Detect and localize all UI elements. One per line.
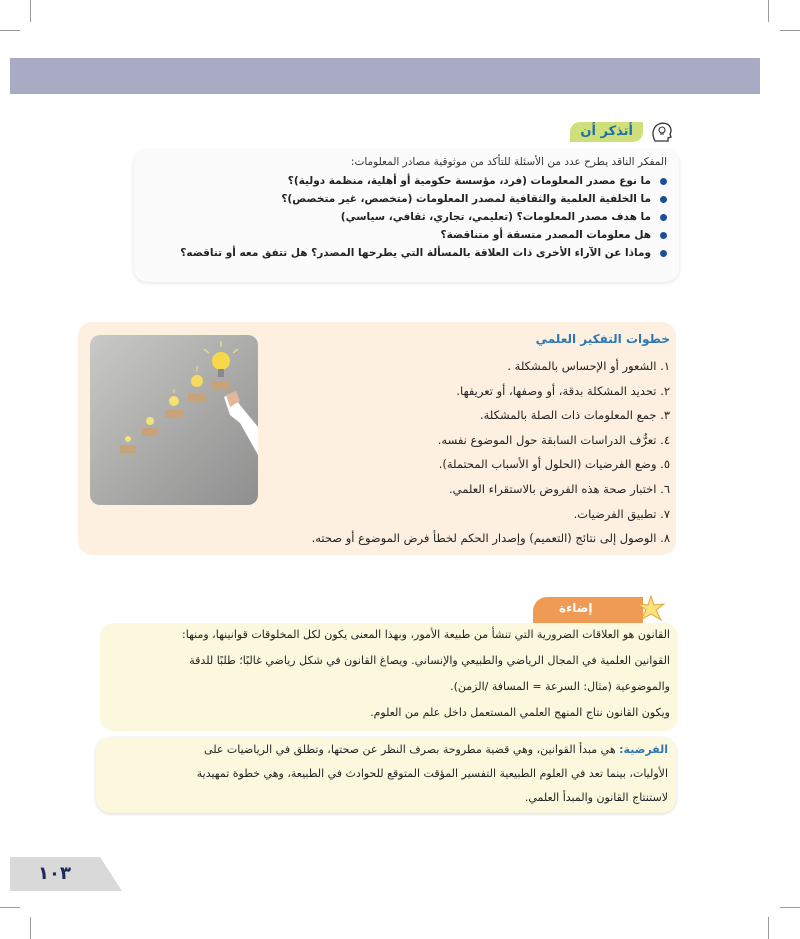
crop-mark [780, 907, 800, 908]
list-item: ٣. جمع المعلومات ذات الصلة بالمشكلة. [479, 408, 670, 423]
page-number-tab [10, 857, 100, 891]
hypothesis-box [96, 737, 676, 813]
remember-box [134, 150, 679, 282]
bullet-icon [660, 196, 667, 203]
bullet-icon [660, 214, 667, 221]
hypothesis-term: الفرضية: [619, 743, 668, 756]
crop-mark [768, 917, 769, 939]
hypothesis-line: لاستنتاج القانون والمبدأ العلمي. [524, 791, 668, 804]
crop-mark [780, 30, 800, 31]
hypothesis-line: الفرضية: هي مبدأ القوانين، وهي قضية مطروحة بصرف النظر عن صحتها، وتطلق في الرياضيات على [204, 743, 668, 756]
steps-title: خطوات التفكير العلمي [535, 332, 670, 346]
bullet-icon [660, 178, 667, 185]
remember-title: أتذكر أن [570, 122, 643, 142]
illumination-title: إضاءة [559, 601, 593, 615]
list-item: ٥. وضع الفرضيات (الحلول أو الأسباب المحتملة). [438, 457, 670, 472]
steps-list [312, 354, 670, 551]
crop-mark [768, 0, 769, 22]
illumination-line: القانون هو العلاقات الضرورية التي تنشأ من طبيعة الأمور، وبهذا المعنى يكون لكل المخلوقات قوانينها، ومنها: [182, 628, 670, 641]
header-band [10, 58, 760, 94]
list-item: هل معلومات المصدر متسقة أو متناقضة؟ [180, 226, 667, 244]
list-item: ٦. اختبار صحة هذه الفروض بالاستقراء العلمي. [449, 481, 670, 496]
list-item: ٨. الوصول إلى نتائج (التعميم) وإصدار الحكم لخطأ فرض الموضوع أو صحته. [311, 531, 670, 546]
remember-header [555, 119, 677, 145]
illumination-tab [533, 597, 643, 623]
head-lightbulb-icon [649, 119, 675, 145]
remember-intro: المفكر الناقد يطرح عدد من الأسئلة للتأكد من موثوقية مصادر المعلومات: [350, 156, 667, 168]
bullet-icon [660, 250, 667, 257]
list-item: ١. الشعور أو الإحساس بالمشكلة . [507, 359, 670, 373]
list-item: ٢. تحديد المشكلة بدقة، أو وصفها، أو تعريفها. [456, 383, 670, 398]
list-item: ٤. تعرُّف الدراسات السابقة حول الموضوع نفسه. [437, 432, 670, 447]
star-burst-icon [636, 594, 666, 624]
remember-list [180, 172, 667, 262]
illumination-line: القوانين العلمية في المجال الرياضي والطبيعي والإنساني. ويصاغ القانون في شكل رياضي غالبًا؛ طلبًا للدقة [189, 654, 670, 667]
crop-mark [0, 907, 20, 908]
lightbulb-steps-photo [90, 335, 258, 505]
illumination-line: ويكون القانون نتاج المنهج العلمي المستعمل داخل علم من العلوم. [370, 706, 670, 719]
list-item: ما نوع مصدر المعلومات (فرد، مؤسسة حكومية أو أهلية، منظمة دولية)؟ [180, 172, 667, 190]
steps-box [78, 322, 676, 555]
illumination-box [100, 623, 678, 731]
list-item: ٧. تطبيق الفرضيات. [573, 506, 670, 521]
list-item: وماذا عن الآراء الأخرى ذات العلاقة بالمسألة التي يطرحها المصدر؟ هل تتفق معه أو تناقضه؟ [180, 244, 667, 262]
list-item: ما الخلفية العلمية والثقافية لمصدر المعلومات (متخصص، غير متخصص)؟ [180, 190, 667, 208]
page-number: ١٠٣ [38, 863, 71, 884]
hypothesis-line: الأوليات، بينما تعد في العلوم الطبيعية التفسير المؤقت المتوقع للحوادث في الطبيعة، وهي خطوة تمهيدية [196, 767, 668, 780]
list-item: ما هدف مصدر المعلومات؟ (تعليمي، تجاري، ثقافي، سياسي) [180, 208, 667, 226]
crop-mark [30, 917, 31, 939]
crop-mark [30, 0, 31, 22]
page-tab-edge [100, 857, 122, 891]
bullet-icon [660, 232, 667, 239]
illumination-line: والموضوعية (مثال: السرعة = المسافة /الزمن). [450, 680, 670, 693]
crop-mark [0, 30, 20, 31]
